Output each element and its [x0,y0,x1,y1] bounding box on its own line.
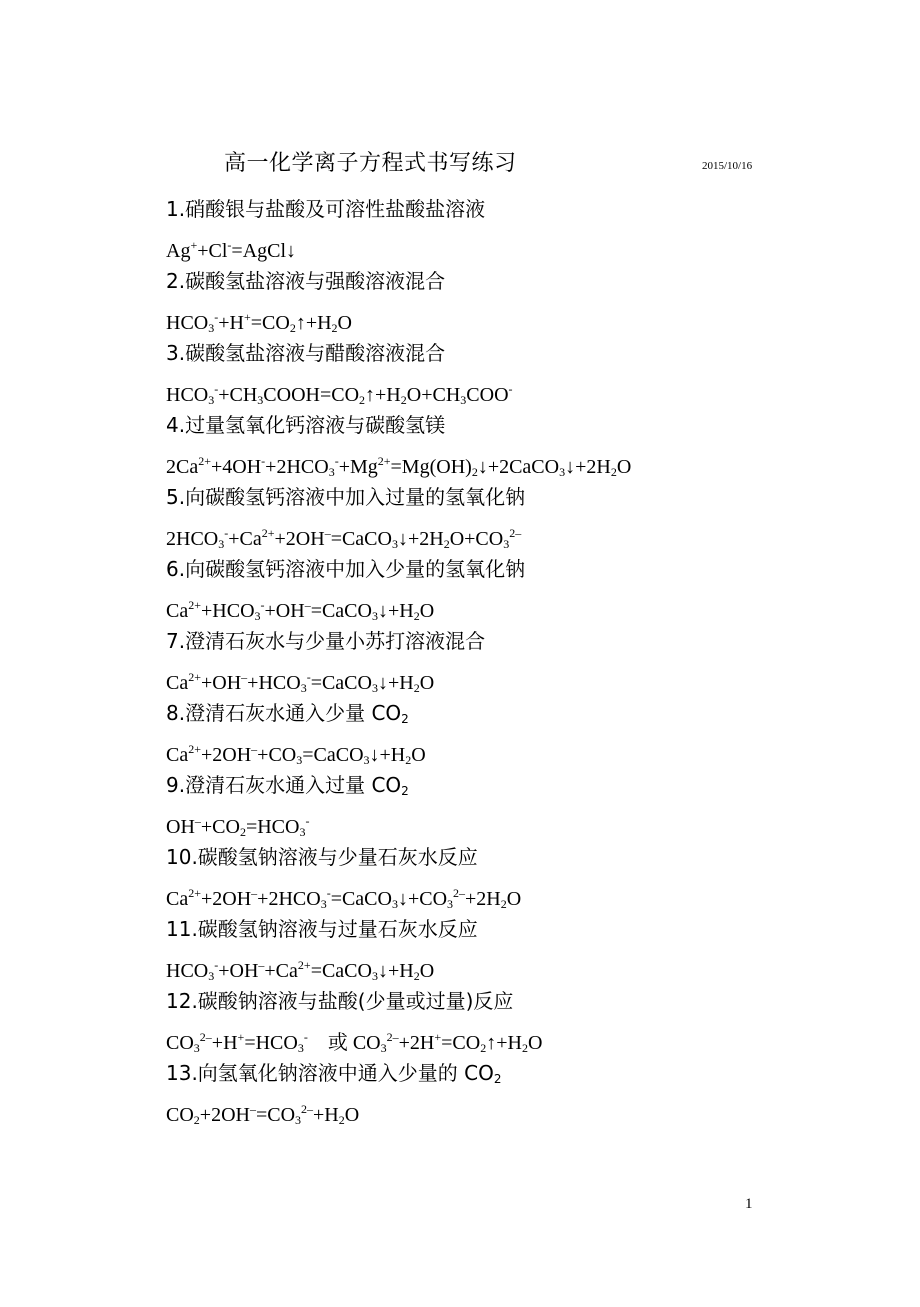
exercise-item-10 [166,839,806,911]
ionic-equation: $Ca^{2+}+OH^-+HCO_3^-=CaCO_3↓+H_2O$ [166,670,435,695]
reaction-description: 10.碳酸氢钠溶液与少量石灰水反应 [166,845,478,869]
ionic-equation: $CO_2+2OH^-=CO_3^{2-}+H_2O$ [166,1102,360,1127]
reaction-description: 11.碳酸氢钠溶液与过量石灰水反应 [166,917,478,941]
reaction-description: 9.澄清石灰水通入过量 $CO_2$ [166,773,409,798]
exercise-item-3 [166,335,806,407]
exercise-item-7 [166,623,806,695]
reaction-description: 4.过量氢氧化钙溶液与碳酸氢镁 [166,413,446,437]
reaction-description: 5.向碳酸氢钙溶液中加入过量的氢氧化钠 [166,485,526,509]
ionic-equation: $HCO_3^-+CH_3COOH=CO_2↑+H_2O+CH_3COO^-$ [166,382,513,407]
reaction-description: 2.碳酸氢盐溶液与强酸溶液混合 [166,269,446,293]
ionic-equation: $Ca^{2+}+2OH^-+2HCO_3^-=CaCO_3↓+CO_3^{2-}+2H_2O$ [166,886,522,911]
reaction-description: 6.向碳酸氢钙溶液中加入少量的氢氧化钠 [166,557,526,581]
exercise-list [166,191,806,1127]
exercise-item-11 [166,911,806,983]
ionic-equation: Ag++Cl-=AgCl↓ [166,238,297,262]
exercise-item-2 [166,263,806,335]
page-number: 1 [745,1196,753,1212]
reaction-description: 13.向氢氧化钠溶液中通入少量的 $CO_2$ [166,1061,502,1086]
document-date: 2015/10/16 [702,160,753,172]
ionic-equation: $OH^-+CO_2=HCO_3^-$ [166,814,310,839]
ionic-equation: $HCO_3^-+OH^-+Ca^{2+}=CaCO_3↓+H_2O$ [166,958,435,983]
ionic-equation: $CO_3^{2-}+H^+=HCO_3^-$ 或 $CO_3^{2-}+2H^+=CO_2↑+H_2O$ [166,1030,543,1055]
ionic-equation: $Ca^{2+}+2OH^-+CO_3=CaCO_3↓+H_2O$ [166,742,426,767]
document-title: 高一化学离子方程式书写练习 [224,151,517,176]
ionic-equation: $HCO_3^-+H^+=CO_2↑+H_2O$ [166,310,352,335]
exercise-item-4 [166,407,806,479]
reaction-description: 3.碳酸氢盐溶液与醋酸溶液混合 [166,341,446,365]
reaction-description: 7.澄清石灰水与少量小苏打溶液混合 [166,629,486,653]
ionic-equation: $2Ca^{2+}+4OH^-+2HCO_3^-+Mg^{2+}=Mg(OH)_2↓+2CaCO_3↓+2H_2O$ [166,454,632,479]
ionic-equation: $2HCO_3^-+Ca^{2+}+2OH^-=CaCO_3↓+2H_2O+CO_3^{2-}$ [166,526,522,551]
exercise-item-12 [166,983,806,1055]
exercise-item-1 [166,191,806,263]
reaction-description: 1.硝酸银与盐酸及可溶性盐酸盐溶液 [166,197,486,221]
exercise-item-8 [166,695,806,767]
reaction-description: 8.澄清石灰水通入少量 $CO_2$ [166,701,409,726]
exercise-item-6 [166,551,806,623]
exercise-item-5 [166,479,806,551]
exercise-item-9 [166,767,806,839]
reaction-description: 12.碳酸钠溶液与盐酸(少量或过量)反应 [166,989,514,1013]
exercise-item-13 [166,1055,806,1127]
ionic-equation: $Ca^{2+}+HCO_3^-+OH^-=CaCO_3↓+H_2O$ [166,598,435,623]
